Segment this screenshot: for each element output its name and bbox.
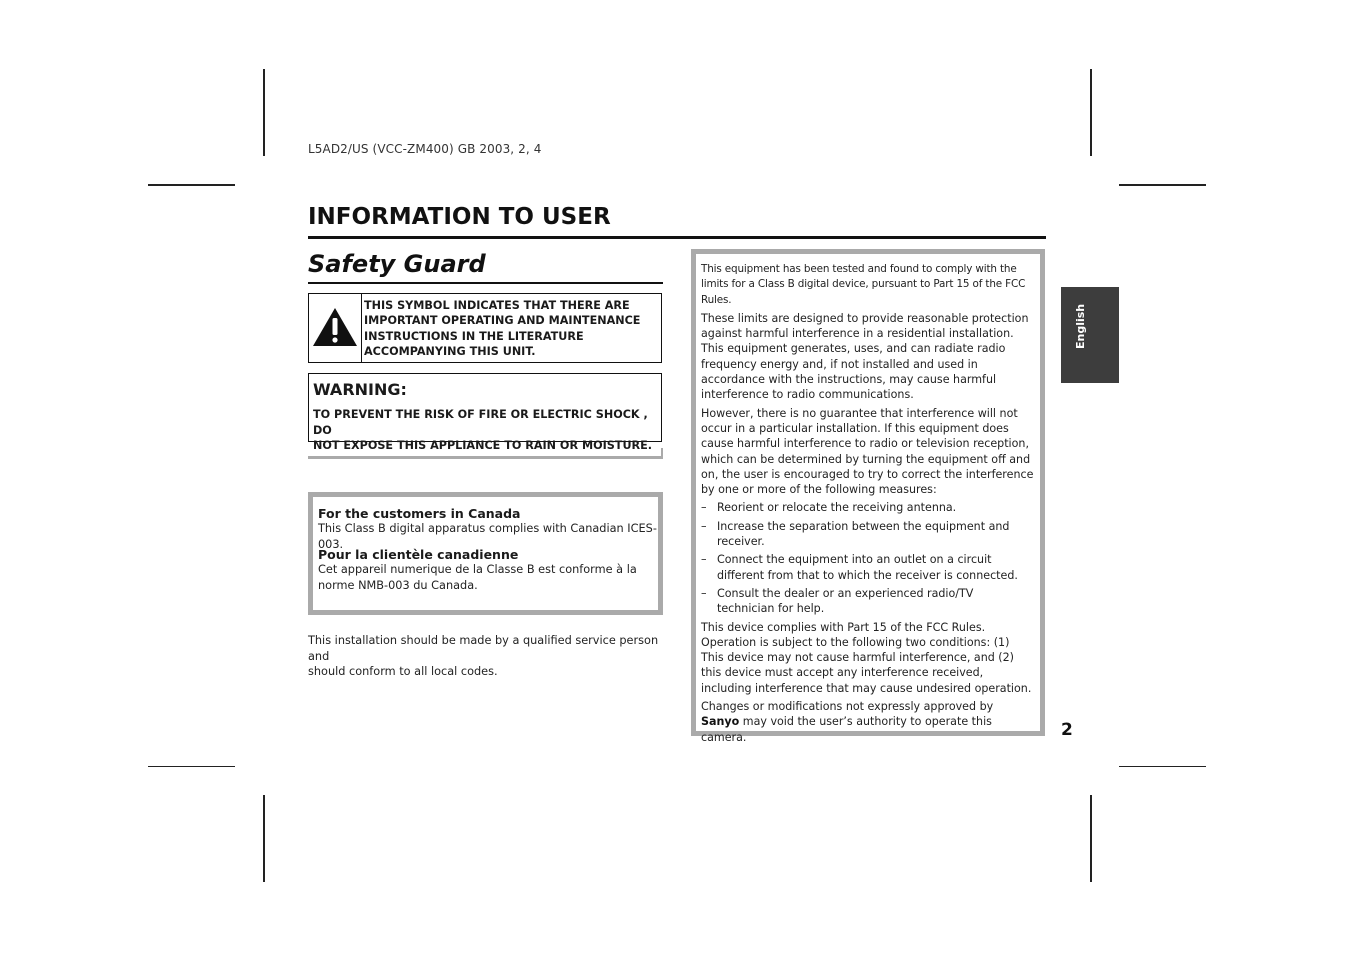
fcc-paragraph-modifications: Changes or modifications not expressly approved by Sanyo may void the user’s authority to operate this camera. [701,700,994,744]
crop-mark-left-upper [148,184,235,186]
fcc-notice-content [701,262,1034,748]
symbol-notice-text: THIS SYMBOL INDICATES THAT THERE ARE IMPORTANT OPERATING AND MAINTENANCE INSTRUCTIONS IN THE LITERATURE ACCOMPANYING THIS UNIT. [364,299,641,358]
document-code: L5AD2/US (VCC-ZM400) GB 2003, 2, 4 [308,142,542,156]
list-item: – Reorient or relocate the receiving antenna. [701,501,957,515]
section-rule [308,282,663,284]
crop-mark-left-lower [148,766,235,767]
warning-box [308,373,662,452]
warning-triangle-icon [312,306,358,348]
crop-mark-top-left [263,69,265,156]
brand-name: Sanyo [701,715,740,729]
section-title: Safety Guard [308,250,486,278]
list-item: – Connect the equipment into an outlet on a circuit different from that to which the receiver is connected. [701,553,1018,582]
title-rule [308,236,1046,239]
language-tab-label: English [1074,303,1087,349]
canada-english-heading: For the customers in Canada [318,506,521,521]
crop-mark-bottom-left [263,795,265,882]
crop-mark-bottom-right [1090,795,1092,882]
symbol-icon-cell [309,294,362,362]
symbol-notice-box [308,293,662,363]
fcc-paragraph-compliance: This equipment has been tested and found to comply with the limits for a Class B digital device, pursuant to Part 15 of the FCC Rules. [701,263,1026,306]
crop-mark-right-lower [1119,766,1206,767]
fcc-paragraph-limits: These limits are designed to provide reasonable protection against harmful interference in a residential installation. This equipment generates, uses, and can radiate radio frequency energy and, if not installed and used in accordance with the instructions, may cause harmful interference to radio communications. [701,311,1029,402]
canada-french-text: Cet appareil numerique de la Classe B est conforme à la norme NMB-003 du Canada. [318,563,637,592]
page-title: INFORMATION TO USER [308,204,611,230]
warning-text: TO PREVENT THE RISK OF FIRE OR ELECTRIC SHOCK , DO NOT EXPOSE THIS APPLIANCE TO RAIN OR MOISTURE. [313,408,653,452]
list-item: – Consult the dealer or an experienced radio/TV technician for help. [701,586,974,616]
canada-notice-box [308,492,663,615]
divider-tick [661,448,663,459]
canada-french-heading: Pour la clientèle canadienne [318,547,519,562]
fcc-paragraph-part15: This device complies with Part 15 of the FCC Rules. Operation is subject to the following two conditions: (1) This device may not cause harmful interference, and (2) this device must accept any interference received, including interference that may cause undesired operation. [701,620,1032,695]
fcc-notice-box [691,249,1045,744]
installation-note: This installation should be made by a qualified service person and should conform to all local codes. [308,634,659,678]
crop-mark-right-upper [1119,184,1206,186]
fcc-paragraph-guarantee: However, there is no guarantee that interference will not occur in a particular installation. If this equipment does cause harmful interference to radio or television reception, which can be determined by turning the equipment off and on, the user is encouraged to try to correct the interference by one or more of the following measures: [701,406,1034,497]
page-number: 2 [1061,720,1073,740]
canada-english-text: This Class B digital apparatus complies with Canadian ICES-003. [318,522,657,551]
language-tab [1061,287,1119,383]
warning-heading: WARNING: [313,380,407,399]
list-item: – Increase the separation between the equipment and receiver. [701,519,1010,549]
divider-rule [308,456,663,459]
fcc-measures-list [701,500,1034,616]
crop-mark-top-right [1090,69,1092,156]
